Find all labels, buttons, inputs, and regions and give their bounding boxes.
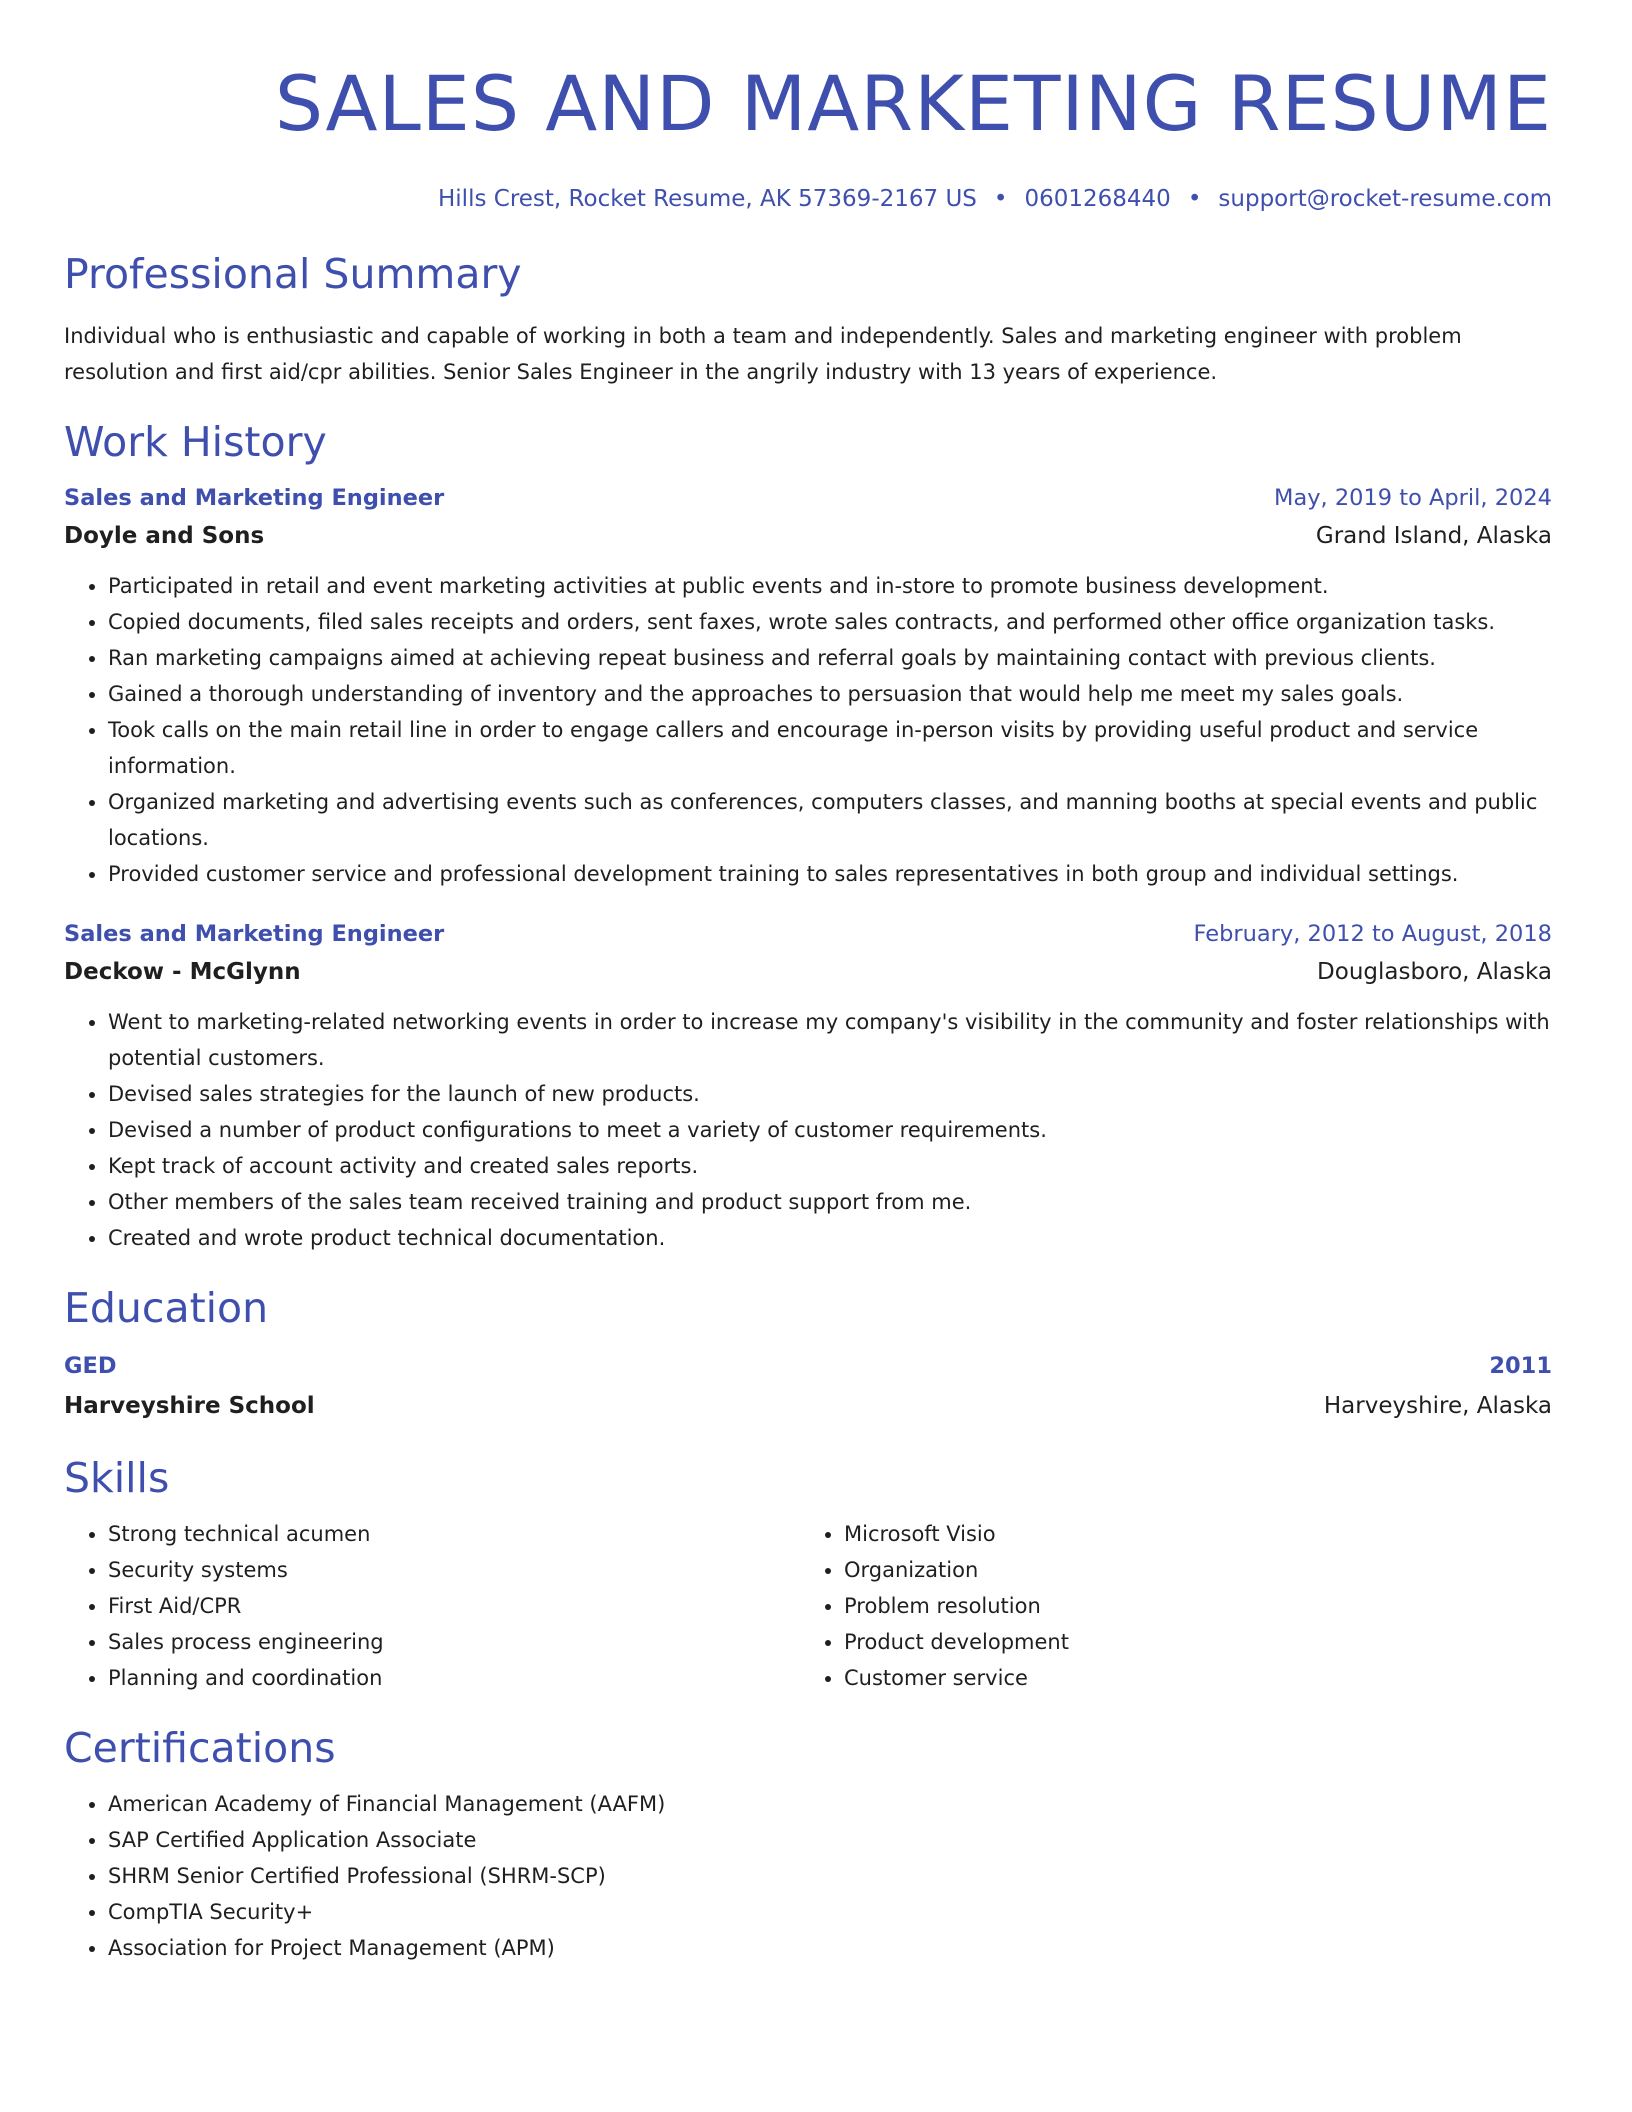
education-degree: GED: [64, 1353, 117, 1379]
job-bullet: • Went to marketing-related networking events in order to increase my company's visibility in the community and foster relationships with potential customers.: [108, 1004, 1552, 1076]
job-title: Sales and Marketing Engineer: [64, 485, 445, 511]
job-bullet: • Participated in retail and event marketing activities at public events and in-store to promote business development.: [108, 568, 1552, 604]
job-bullet: • Created and wrote product technical documentation.: [108, 1220, 1552, 1256]
job-bullet: • Other members of the sales team received training and product support from me.: [108, 1184, 1552, 1220]
job-bullets: [64, 1004, 1552, 1256]
certifications-list: [64, 1786, 1552, 1966]
certification-item: • CompTIA Security+: [108, 1894, 1552, 1930]
job-entry: [64, 916, 1552, 1256]
summary-section: [64, 248, 1552, 390]
job-bullet: • Ran marketing campaigns aimed at achieving repeat business and referral goals by maintaining contact with previous clients.: [108, 640, 1552, 676]
education-location: Harveyshire, Alaska: [1323, 1393, 1552, 1419]
job-bullet: • Organized marketing and advertising events such as conferences, computers classes, and manning booths at special events and public locations.: [108, 784, 1552, 856]
summary-heading: Professional Summary: [64, 250, 522, 298]
job-company: Deckow - McGlynn: [64, 959, 301, 985]
job-dates: May, 2019 to April, 2024: [1274, 485, 1552, 511]
skill-item: • Sales process engineering: [108, 1624, 800, 1660]
certifications-section: [64, 1722, 1552, 1966]
skill-item: • Microsoft Visio: [844, 1516, 1552, 1552]
job-location: Douglasboro, Alaska: [1317, 959, 1552, 985]
contact-address: Hills Crest, Rocket Resume, AK 57369-2167 US: [438, 186, 977, 212]
job-bullet: • Kept track of account activity and created sales reports.: [108, 1148, 1552, 1184]
skill-item: • Customer service: [844, 1660, 1552, 1696]
contact-separator: •: [1187, 186, 1202, 212]
skills-heading: Skills: [64, 1454, 170, 1502]
contact-line: [64, 184, 1552, 214]
job-dates: February, 2012 to August, 2018: [1193, 921, 1552, 947]
education-year: 2011: [1489, 1353, 1552, 1379]
skills-list-left: [64, 1516, 800, 1696]
job-location: Grand Island, Alaska: [1315, 523, 1552, 549]
job-bullet: • Took calls on the main retail line in order to engage callers and encourage in-person visits by providing useful product and service information.: [108, 712, 1552, 784]
job-company: Doyle and Sons: [64, 523, 265, 549]
work-section: [64, 416, 1552, 1256]
job-entry: [64, 480, 1552, 892]
contact-separator: •: [993, 186, 1008, 212]
skill-item: • First Aid/CPR: [108, 1588, 800, 1624]
certification-item: • SHRM Senior Certified Professional (SHRM-SCP): [108, 1858, 1552, 1894]
certification-item: • SAP Certified Application Associate: [108, 1822, 1552, 1858]
job-bullet: • Gained a thorough understanding of inventory and the approaches to persuasion that would help me meet my sales goals.: [108, 676, 1552, 712]
work-heading: Work History: [64, 418, 327, 466]
contact-phone: 0601268440: [1024, 186, 1171, 212]
skills-section: [64, 1452, 1552, 1696]
resume-title: SALES AND MARKETING RESUME: [274, 59, 1552, 148]
job-bullet: • Devised a number of product configurations to meet a variety of customer requirements.: [108, 1112, 1552, 1148]
skill-item: • Security systems: [108, 1552, 800, 1588]
job-bullet: • Provided customer service and professional development training to sales representatives in both group and individual settings.: [108, 856, 1552, 892]
job-bullets: [64, 568, 1552, 892]
job-title: Sales and Marketing Engineer: [64, 921, 445, 947]
education-section: [64, 1282, 1552, 1426]
job-bullet: • Copied documents, filed sales receipts and orders, sent faxes, wrote sales contracts, and performed other office organization tasks.: [108, 604, 1552, 640]
job-bullet: • Devised sales strategies for the launch of new products.: [108, 1076, 1552, 1112]
skill-item: • Strong technical acumen: [108, 1516, 800, 1552]
certification-item: • Association for Project Management (APM): [108, 1930, 1552, 1966]
certification-item: • American Academy of Financial Management (AAFM): [108, 1786, 1552, 1822]
skill-item: • Product development: [844, 1624, 1552, 1660]
summary-text: Individual who is enthusiastic and capable of working in both a team and independently. Sales and marketing engineer with problem resolution and first aid/cpr abilities. Senior Sales Engineer in the angrily industry with 13 years of experience.: [64, 324, 1462, 384]
education-school: Harveyshire School: [64, 1393, 315, 1419]
skills-list-right: [800, 1516, 1552, 1696]
certifications-heading: Certifications: [64, 1724, 336, 1772]
skills-grid: [64, 1504, 1552, 1696]
education-heading: Education: [64, 1284, 269, 1332]
skill-item: • Problem resolution: [844, 1588, 1552, 1624]
contact-email[interactable]: support@rocket-resume.com: [1218, 186, 1552, 212]
skill-item: • Organization: [844, 1552, 1552, 1588]
skill-item: • Planning and coordination: [108, 1660, 800, 1696]
